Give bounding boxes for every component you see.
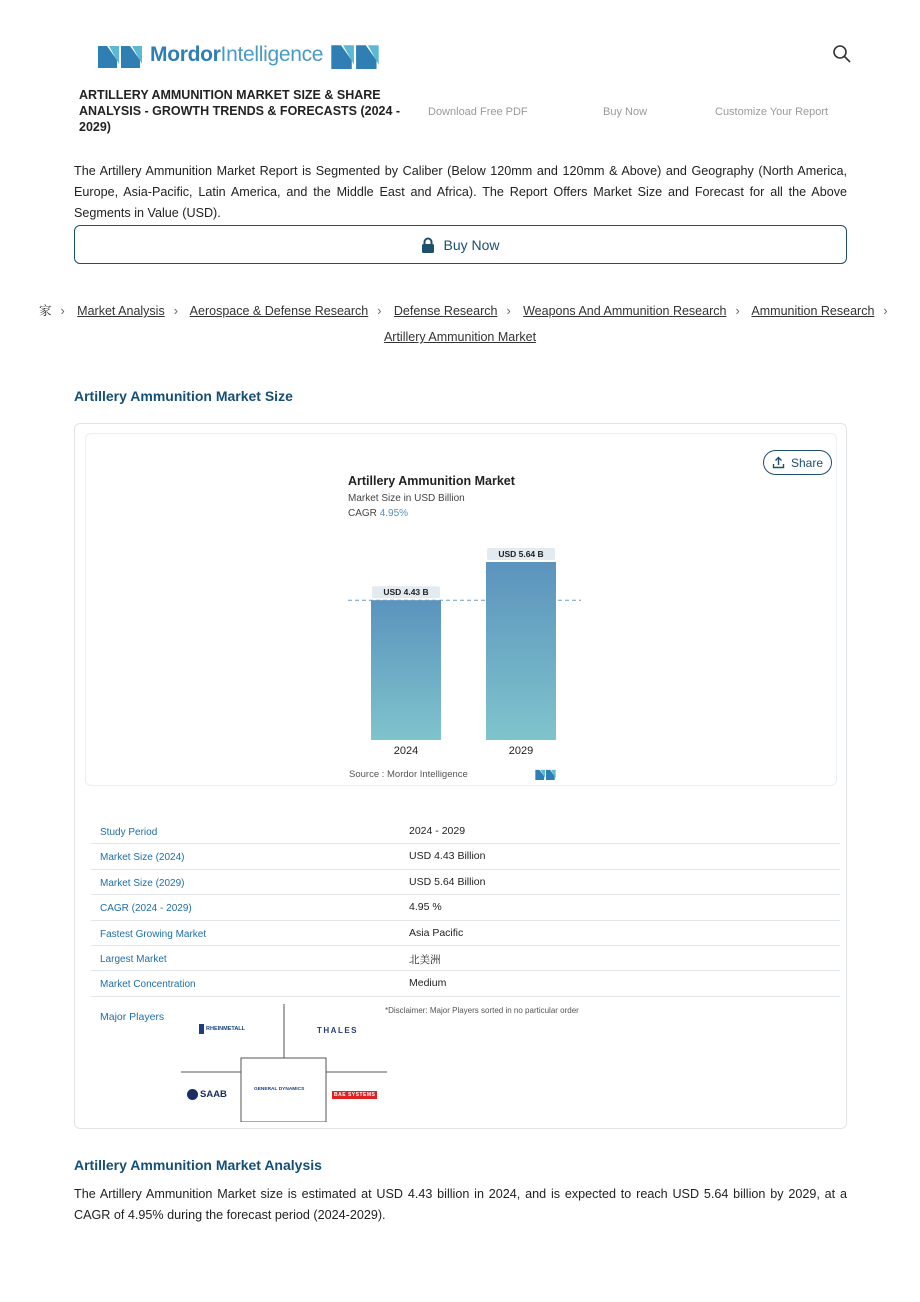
stat-value: 北美洲 — [409, 953, 441, 966]
player-saab: SAAB — [187, 1089, 227, 1100]
stat-value: 2024 - 2029 — [409, 825, 466, 837]
chevron-right-icon: › — [883, 304, 888, 318]
header — [0, 0, 920, 150]
chevron-right-icon: › — [735, 304, 740, 318]
stat-label: Market Size (2029) — [100, 877, 185, 889]
market-size-card — [74, 423, 847, 1129]
market-snapshot-table — [91, 819, 840, 997]
download-pdf-link[interactable]: Download Free PDF — [428, 106, 528, 118]
buy-now-label: Buy Now — [443, 236, 500, 253]
stat-label: Study Period — [100, 827, 158, 838]
bar-2029 — [486, 562, 556, 740]
stat-value: Asia Pacific — [409, 926, 464, 939]
buy-now-button[interactable] — [74, 225, 847, 264]
stat-label: Largest Market — [100, 953, 167, 965]
player-bae-systems: BAE SYSTEMS — [334, 1092, 376, 1098]
chevron-right-icon: › — [173, 304, 178, 318]
stat-label: Market Size (2024) — [100, 852, 185, 864]
stat-row — [91, 844, 840, 869]
player-general-dynamics: GENERAL DYNAMICS — [254, 1087, 305, 1092]
stat-row — [91, 819, 840, 844]
customize-report-link[interactable]: Customize Your Report — [715, 106, 829, 118]
stat-row — [91, 921, 840, 946]
market-analysis-text: The Artillery Ammunition Market size is estimated at USD 4.43 billion in 2024, and is expected to reach USD 5.64 billion by 2029, at a CAGR of 4.95% during the forecast period (2024-2029). — [74, 1187, 847, 1222]
breadcrumb-weapons[interactable]: Weapons And Ammunition Research — [523, 304, 727, 318]
stat-label: Fastest Growing Market — [100, 928, 207, 940]
stat-value: 4.95 % — [409, 901, 442, 914]
stat-label: Market Concentration — [100, 979, 196, 991]
market-size-heading: Artillery Ammunition Market Size — [74, 388, 293, 404]
bar-chart — [86, 434, 838, 787]
source-logo-icon — [535, 768, 556, 780]
data-label: USD 5.64 B — [498, 549, 544, 559]
lock-icon — [421, 237, 435, 253]
data-label: USD 4.43 B — [383, 587, 429, 598]
search-icon[interactable] — [832, 44, 852, 64]
breadcrumb-current[interactable]: Artillery Ammunition Market — [383, 330, 537, 344]
rheinmetall-logo-icon — [199, 1024, 204, 1034]
x-tick-label: 2024 — [393, 745, 419, 757]
x-tick-label: 2029 — [508, 745, 534, 757]
major-players-label: Major Players — [100, 1011, 165, 1023]
breadcrumb-home[interactable]: 家 — [39, 304, 52, 318]
breadcrumb-market-analysis[interactable]: Market Analysis — [77, 304, 165, 318]
stat-value: Medium — [409, 977, 447, 990]
breadcrumb-defense[interactable]: Defense Research — [393, 304, 498, 318]
stat-value: USD 4.43 Billion — [409, 850, 486, 863]
player-thales: THALES — [317, 1026, 358, 1035]
chart-cagr: CAGR 4.95% — [348, 508, 409, 519]
breadcrumb-aerospace[interactable]: Aerospace & Defense Research — [189, 304, 369, 318]
chevron-right-icon: › — [506, 304, 511, 318]
breadcrumb-ammunition[interactable]: Ammunition Research — [751, 304, 875, 318]
chart-card — [85, 433, 837, 786]
players-matrix — [181, 1004, 387, 1122]
chart-title: Artillery Ammunition Market — [348, 474, 515, 488]
report-title: ARTILLERY AMMUNITION MARKET SIZE & SHARE ANALYSIS - GROWTH TRENDS & FORECASTS (2024 - 2029) — [79, 88, 401, 134]
share-label: Share — [790, 455, 824, 470]
chart-source: Source : Mordor Intelligence — [349, 769, 468, 780]
player-rheinmetall: RHEINMETALL — [199, 1024, 245, 1034]
stat-row — [91, 870, 840, 895]
stat-value: USD 5.64 Billion — [409, 875, 486, 888]
stat-row — [91, 895, 840, 920]
saab-logo-icon — [187, 1089, 198, 1100]
stat-label: CAGR (2024 - 2029) — [100, 903, 192, 915]
brand-logo[interactable] — [98, 40, 379, 70]
bar-2024 — [371, 600, 441, 740]
players-disclaimer: *Disclaimer: Major Players sorted in no particular order — [385, 1006, 579, 1015]
stat-row — [91, 971, 840, 996]
logo-mark-icon — [98, 42, 142, 68]
report-intro: The Artillery Ammunition Market Report is Segmented by Caliber (Below 120mm and 120mm & Above) and Geography (North America, Europe, Asia-Pacific, Latin America, and the Middle East and Africa). The Report Offers Market Size and Forecast for all the Above Segments in Value (USD). — [74, 164, 847, 220]
chevron-right-icon: › — [60, 304, 65, 318]
market-analysis-heading: Artillery Ammunition Market Analysis — [74, 1157, 322, 1173]
logo-mark-icon — [331, 41, 379, 69]
buy-now-link[interactable]: Buy Now — [603, 106, 648, 118]
brand-name: MordorIntelligence — [150, 43, 324, 66]
chevron-right-icon: › — [377, 304, 382, 318]
chart-subtitle: Market Size in USD Billion — [348, 493, 465, 504]
stat-row — [91, 946, 840, 971]
